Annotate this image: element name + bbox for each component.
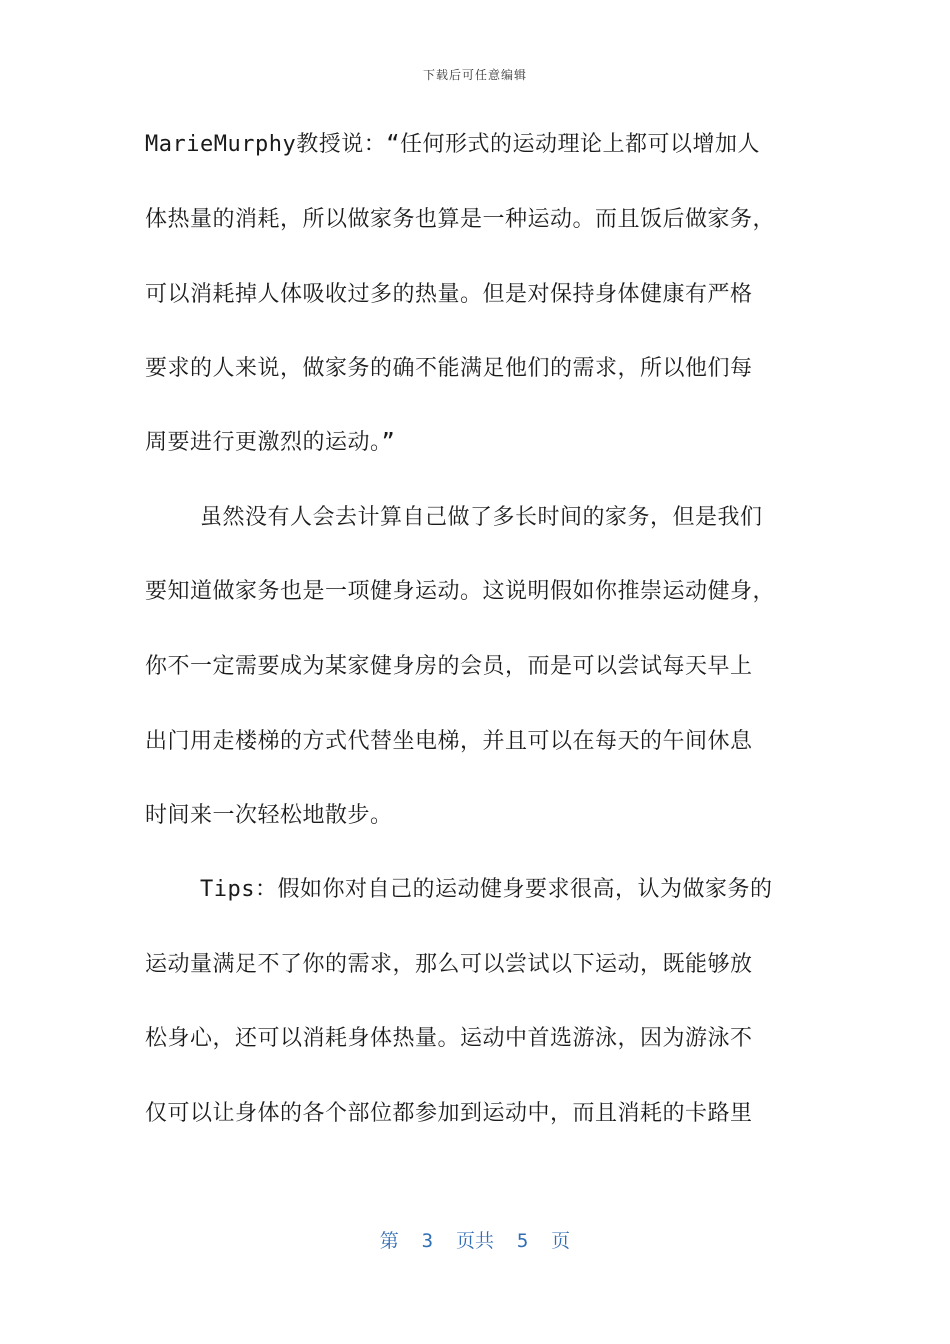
page-header-note: 下载后可任意编辑 xyxy=(422,68,527,82)
page-number-footer: 第 3 页共 5 页 xyxy=(379,1230,571,1252)
body-line: 体热量的消耗，所以做家务也算是一种运动。而且饭后做家务， xyxy=(145,207,776,232)
body-line: 要求的人来说，做家务的确不能满足他们的需求，所以他们每 xyxy=(145,356,753,381)
body-line: MarieMurphy教授说：“任何形式的运动理论上都可以增加人 xyxy=(145,132,760,157)
body-line: Tips：假如你对自己的运动健身要求很高，认为做家务的 xyxy=(145,877,773,902)
body-line: 可以消耗掉人体吸收过多的热量。但是对保持身体健康有严格 xyxy=(145,282,753,307)
body-line: 虽然没有人会去计算自己做了多长时间的家务，但是我们 xyxy=(145,505,763,530)
body-line: 时间来一次轻松地散步。 xyxy=(145,803,393,828)
body-line: 运动量满足不了你的需求，那么可以尝试以下运动，既能够放 xyxy=(145,952,753,977)
body-line: 你不一定需要成为某家健身房的会员，而是可以尝试每天早上 xyxy=(145,654,753,679)
body-line: 周要进行更激烈的运动。” xyxy=(145,430,396,455)
body-line: 仅可以让身体的各个部位都参加到运动中，而且消耗的卡路里 xyxy=(145,1101,753,1126)
body-line: 出门用走楼梯的方式代替坐电梯，并且可以在每天的午间休息 xyxy=(145,729,753,754)
body-line: 松身心，还可以消耗身体热量。运动中首选游泳，因为游泳不 xyxy=(145,1026,753,1051)
body-line: 要知道做家务也是一项健身运动。这说明假如你推崇运动健身， xyxy=(145,579,776,604)
